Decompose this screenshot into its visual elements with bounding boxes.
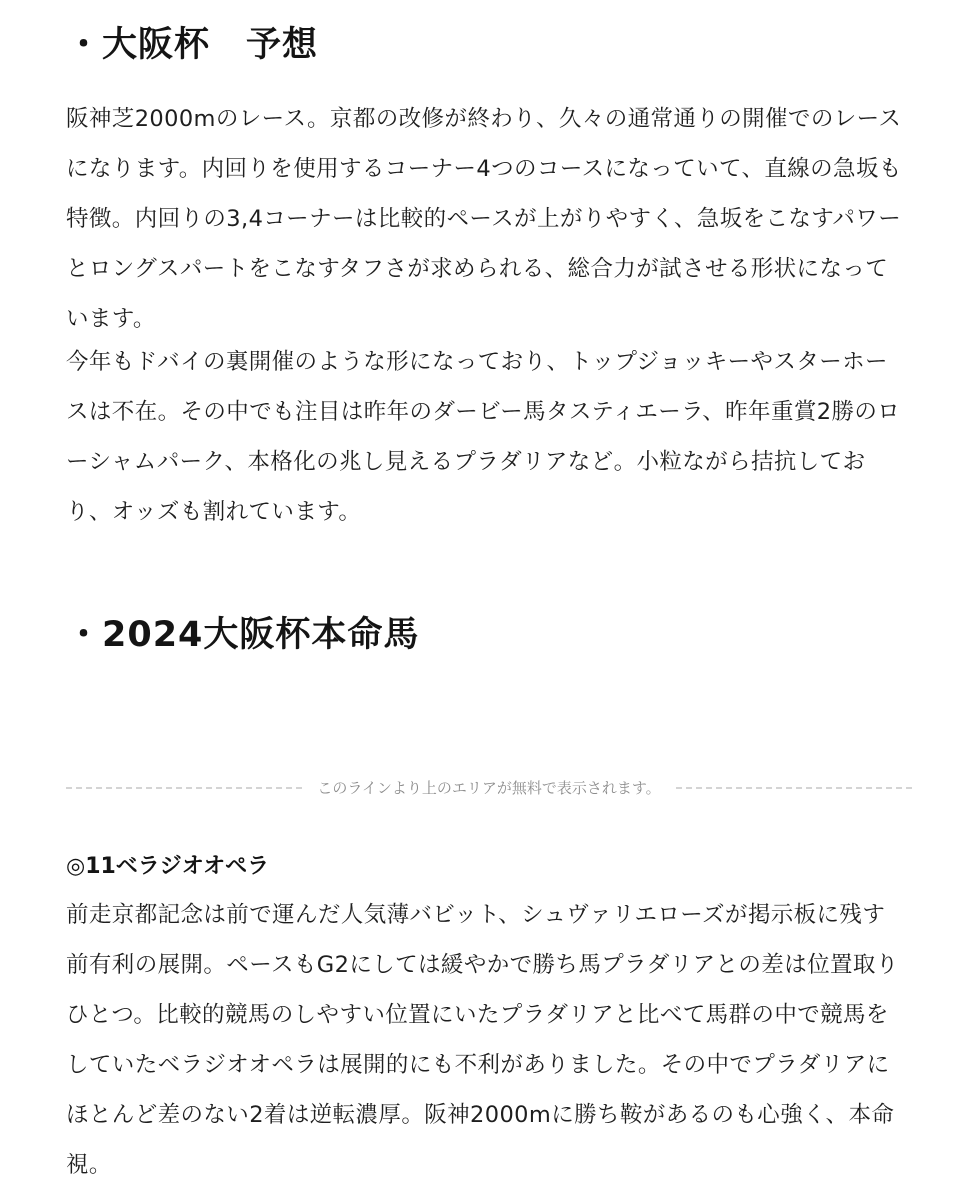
pick-analysis-paragraph <box>66 890 912 1190</box>
paragraph-line: 特徴。内回りの3,4コーナーは比較的ペースが上がりやすく、急坂をこなすパワー <box>66 206 902 232</box>
section-heading-prediction: ・大阪杯 予想 <box>66 25 319 65</box>
paragraph-line: り、オッズも割れています。 <box>66 499 362 525</box>
paragraph-line: ほとんど差のない2着は逆転濃厚。阪神2000mに勝ち鞍があるのも心強く、本命 <box>66 1102 895 1128</box>
paragraph-line: していたベラジオオペラは展開的にも不利がありました。その中でプラダリアに <box>66 1052 890 1078</box>
paragraph-line: になります。内回りを使用するコーナー4つのコースになっていて、直線の急坂も <box>66 156 902 182</box>
paragraph-line: います。 <box>66 306 156 332</box>
paragraph-line: スは不在。その中でも注目は昨年のダービー馬タスティエーラ、昨年重賞2勝のロ <box>66 399 901 425</box>
paragraph-line: ひとつ。比較的競馬のしやすい位置にいたプラダリアと比べて馬群の中で競馬を <box>66 1002 889 1028</box>
paywall-divider-text: このラインより上のエリアが無料で表示されます。 <box>303 776 674 800</box>
field-overview-paragraph <box>66 337 912 537</box>
paragraph-line: とロングスパートをこなすタフさが求められる、総合力が試させる形状になって <box>66 256 889 282</box>
paragraph-line: 前走京都記念は前で運んだ人気薄バビット、シュヴァリエローズが掲示板に残す <box>66 902 886 928</box>
section-heading-top-pick: ・2024大阪杯本命馬 <box>66 615 420 655</box>
paragraph-line: 今年もドバイの裏開催のような形になっており、トップジョッキーやスターホー <box>66 349 888 375</box>
pick-heading: ◎11ベラジオオペラ <box>66 854 270 879</box>
paywall-divider <box>66 776 912 800</box>
paragraph-line: 前有利の展開。ペースもG2にしては緩やかで勝ち馬プラダリアとの差は位置取り <box>66 952 899 978</box>
paragraph-line: 視。 <box>66 1152 112 1178</box>
paragraph-line: ーシャムパーク、本格化の兆し見えるプラダリアなど。小粒ながら拮抗してお <box>66 449 866 475</box>
paragraph-line: 阪神芝2000mのレース。京都の改修が終わり、久々の通常通りの開催でのレース <box>66 106 902 132</box>
course-description-paragraph <box>66 94 912 344</box>
